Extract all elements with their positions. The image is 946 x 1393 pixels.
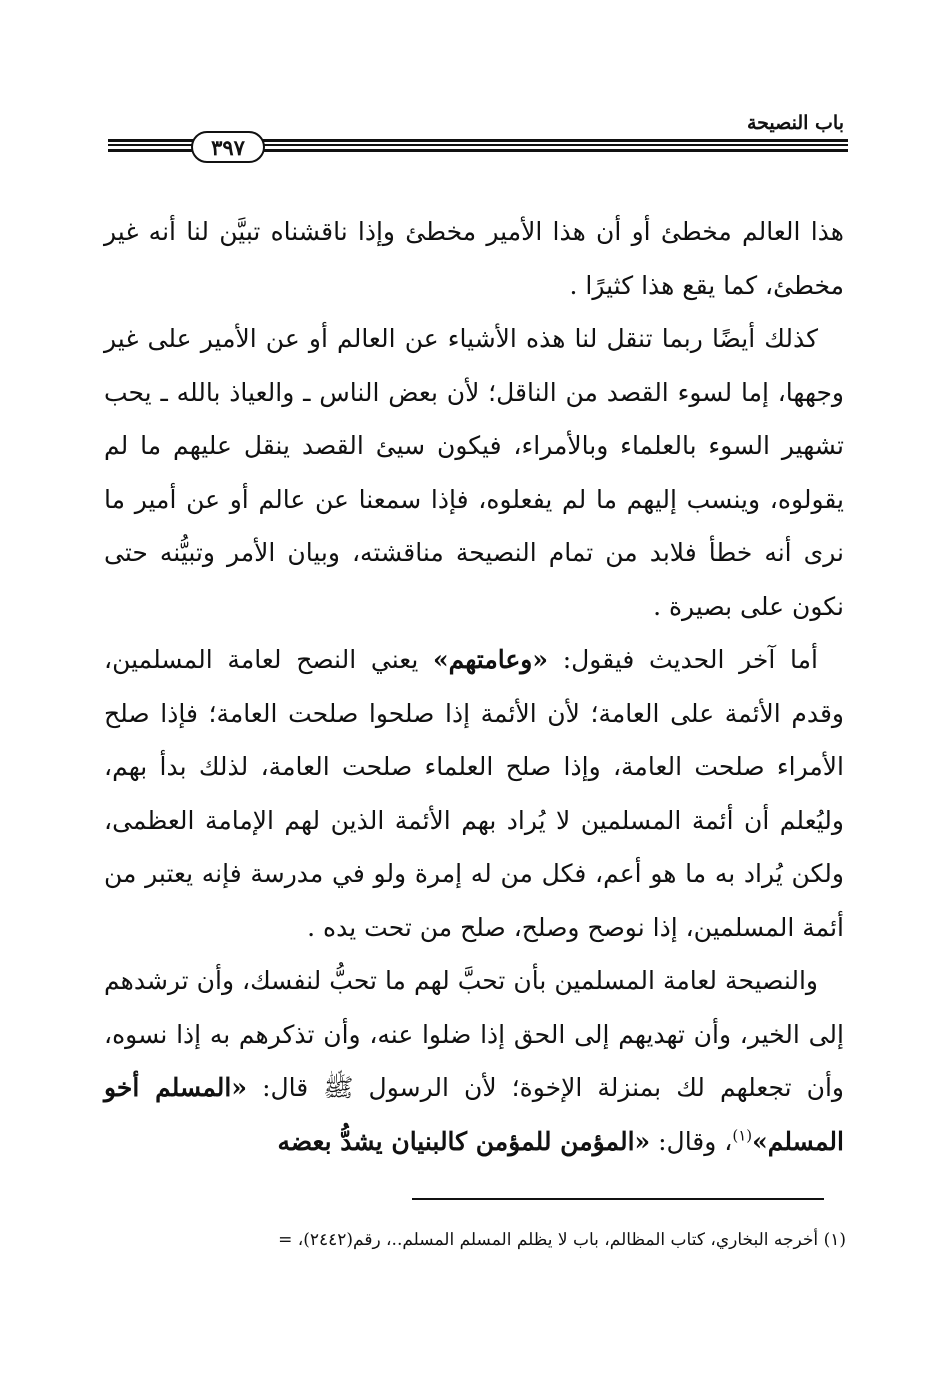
page-number-text: ٣٩٧ (211, 134, 245, 160)
footnote-1 (106, 1230, 846, 1250)
paragraph-4-intro: والنصيحة لعامة المسلمين بأن تحبَّ لهم ما تحبُّ لنفسك، وأن ترشدهم إلى الخير، وأن تهديهم إلى الحق إذا ضلوا عنه، وأن تذكرهم به إذا نسوه، وأن تجعلهم لك بمنزلة الإخوة؛ لأن الرسول ﷺ قال: (104, 966, 844, 1102)
header-rule-right-top (259, 139, 848, 142)
header-rule-left-mid (108, 144, 194, 146)
paragraph-4-mid: ، وقال: (650, 1126, 733, 1156)
paragraph-3-intro: أما آخر الحديث فيقول: (547, 645, 818, 674)
header-rule-left-bottom (108, 149, 194, 152)
paragraph-3-rest: يعني النصح لعامة المسلمين، وقدم الأئمة على العامة؛ لأن الأئمة إذا صلحوا صلحت العامة؛ فإذا صلح الأمراء صلحت العامة، وإذا صلح العلماء صلحت العامة، لذلك بدأ بهم، وليُعلم أن أئمة المسلمين لا يُراد بهم الأئمة الذين لهم الإمامة العظمى، ولكن يُراد به ما هو أعم، فكل من له إمرة ولو في مدرسة فإنه يعتبر من أئمة المسلمين، إذا نوصح وصلح، صلح من تحت يده . (104, 645, 844, 942)
hadith-quote-building: «المؤمن للمؤمن كالبنيان يشدُّ بعضه (277, 1126, 651, 1156)
header-rule-right-mid (259, 144, 848, 146)
footnote-reference: (١) (732, 1126, 753, 1145)
footnote-text: أخرجه البخاري، كتاب المظالم، باب لا يظلم المسلم المسلم..، رقم(٢٤٤٢)، = (278, 1230, 819, 1250)
body-text (104, 205, 844, 1168)
paragraph-2: كذلك أيضًا ربما تنقل لنا هذه الأشياء عن العالم أو عن الأمير على غير وجهها، إما لسوء القصد من الناقل؛ لأن بعض الناس ـ والعياذ بالله ـ يحب تشهير السوء بالعلماء وبالأمراء، فيكون سيئ القصد ينقل عليهم ما لم يقولوه، وينسب إليهم ما لم يفعلوه، فإذا سمعنا عن عالم أو عن أمير ما نرى أنه خطأ فلابد من تمام النصيحة مناقشته، وبيان الأمر وتبيُّنه حتى نكون على بصيرة . (104, 324, 844, 621)
header-rule-left-top (108, 139, 194, 142)
footnote-number: (١) (823, 1230, 846, 1250)
paragraph-1: هذا العالم مخطئ أو أن هذا الأمير مخطئ وإذا ناقشناه تبيَّن لنا أنه غير مخطئ، كما يقع هذا كثيرًا . (104, 217, 844, 300)
paragraph-3 (104, 633, 844, 954)
hadith-quote-muslim-brother: «المسلم أخو المسلم» (104, 1073, 844, 1156)
header-rule-right-bottom (259, 149, 848, 152)
footnote-separator (412, 1198, 824, 1200)
page-number (191, 131, 265, 163)
paragraph-4 (104, 954, 844, 1168)
hadith-quote-wa-ammatihim: «وعامتهم» (433, 645, 548, 674)
running-header-title: باب النصيحة (746, 112, 844, 134)
